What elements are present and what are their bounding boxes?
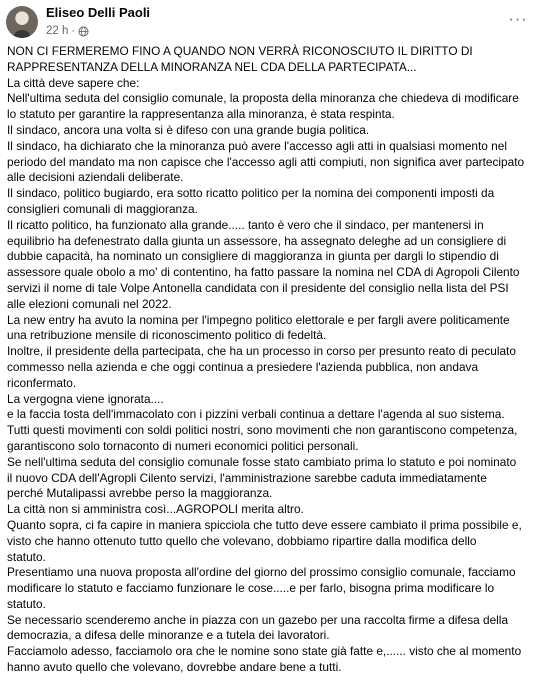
post-text-line: perché Mutalipassi avrebbe perso la maggioranza. bbox=[7, 486, 273, 501]
post-text-line: La città non si amministra così...AGROPOLI merita altro. bbox=[7, 502, 304, 517]
post-text-line: democrazia, a difesa delle minoranze e a tutela dei lavoratori. bbox=[7, 628, 330, 643]
post-text-line: alle elezioni comunali nel 2022. bbox=[7, 296, 172, 311]
post-text-line: commesso nella azienda e che oggi continua a presiedere l'azienda pubblica, non andava bbox=[7, 359, 479, 374]
post-text-line: riconfermato. bbox=[7, 375, 77, 390]
post-text-line: il nuovo CDA dell'Agropli Cilento servizi, l'amministrazione sarebbe caduta immediatamente bbox=[7, 470, 487, 485]
post-text-line: Nell'ultima seduta del consiglio comunale, la proposta della minoranza che chiedeva di modificare bbox=[7, 91, 519, 106]
post-text-line: Quanto sopra, ci fa capire in maniera spicciola che tutto deve essere cambiato il prima possibile e, bbox=[7, 517, 522, 532]
post-text-line: statuto. bbox=[7, 549, 46, 564]
post-text-line: NON CI FERMEREMO FINO A QUANDO NON VERRÀ RICONOSCIUTO IL DIRITTO DI bbox=[7, 44, 473, 58]
post-text-line: RAPPRESENTANZA DELLA MINORANZA NEL CDA DELLA PARTECIPATA... bbox=[7, 59, 417, 74]
post-text-line: La città deve sapere che: bbox=[7, 75, 140, 90]
post-text-line: hanno avuto quello che volevano, dovrebbe andare bene a tutti. bbox=[7, 660, 342, 675]
post-header bbox=[0, 0, 549, 44]
post-text-line: lo statuto per garantire la rappresentanza alla minoranza, è stata respinta. bbox=[7, 107, 395, 122]
post-text-line: statuto. bbox=[7, 596, 46, 611]
post-text-line: consiglieri comunali di maggioranza. bbox=[7, 201, 198, 216]
post-text-line: equilibrio ha defenestrato dalla giunta un assessore, ha assegnato deleghe ad un consigliere di bbox=[7, 233, 507, 248]
avatar[interactable] bbox=[6, 6, 38, 38]
post-text-line: Se nell'ultima seduta del consiglio comunale fosse stato cambiato prima lo statuto e poi nominato bbox=[7, 454, 517, 469]
post-body bbox=[7, 44, 543, 676]
post-text-line: Il ricatto politico, ha funzionato alla grande..... tanto è vero che il sindaco, per mantenersi in bbox=[7, 217, 484, 232]
meta-separator: · bbox=[71, 25, 76, 37]
post-text-line: dubbie capacità, ha nominato un consigliere di maggioranza in giunta per dargli lo stipendio di bbox=[7, 249, 499, 264]
post-text-line: periodo del mandato ma non capisce che l'accesso agli atti compiuti, non significa aver partecipato bbox=[7, 154, 525, 169]
post-text-line: Il sindaco, ha dichiarato che la minoranza può avere l'accesso agli atti in qualsiasi momento nel bbox=[7, 138, 507, 153]
post-text-line: La vergogna viene ignorata.... bbox=[7, 391, 164, 406]
post-text-line: Inoltre, il presidente della partecipata, che ha un processo in corso per presunto reato di peculato bbox=[7, 344, 516, 359]
more-options-icon[interactable]: ··· bbox=[508, 11, 528, 28]
post-text-line: una retribuzione mensile di riconoscimento politico di fedeltà. bbox=[7, 328, 327, 343]
post-text-line: servizi il nome di tale Volpe Antonella candidata con il presidente del consiglio nella lista del PSI bbox=[7, 280, 509, 295]
post-text-line: alle decisioni aziendali deliberate. bbox=[7, 170, 184, 185]
post-timestamp[interactable]: 22 h bbox=[46, 25, 69, 37]
post-text-line: visto che hanno ottenuto tutto quello che volevano, dobbiamo ripartire dalla modifica dello bbox=[7, 533, 477, 548]
author-name[interactable]: Eliseo Delli Paoli bbox=[46, 5, 151, 20]
post-text-line: Presentiamo una nuova proposta all'ordine del giorno del prossimo consiglio comunale, facciamo bbox=[7, 565, 516, 580]
post-text-line: garantiscono solo tornaconto di numeri economici politici personali. bbox=[7, 438, 359, 453]
post-text-line: Tutti questi movimenti con soldi politici nostri, sono movimenti che non garantiscono competenza, bbox=[7, 423, 518, 438]
post-text-line: La new entry ha avuto la nomina per l'impegno politico elettorale e per fargli avere politicamente bbox=[7, 312, 510, 327]
post-text-line: assessore quale obolo a mo' di contentino, ha fatto passare la nomina nel CDA di Agropoli Cilento bbox=[7, 265, 520, 280]
post-text-line: Facciamolo adesso, facciamolo ora che le nomine sono state già fatte e,...... visto che al momento bbox=[7, 644, 522, 659]
post-text-line: Il sindaco, ancora una volta si è difeso con una grande bugia politica. bbox=[7, 122, 370, 137]
post-text-line: e la faccia tosta dell'immacolato con i pizzini verbali continua a dettare l'agenda al suo sistema. bbox=[7, 407, 505, 422]
post-text-line: Il sindaco, politico bugiardo, era sotto ricatto politico per la nomina dei componenti imposti da bbox=[7, 186, 495, 201]
globe-icon[interactable] bbox=[78, 26, 89, 37]
post-text-line: modificare lo statuto e facciamo funzionare le cose.....e per farlo, bisogna prima modificare lo bbox=[7, 581, 495, 596]
post-text-line: Se necessario scenderemo anche in piazza con un gazebo per una raccolta firme a difesa della bbox=[7, 612, 509, 627]
post-meta bbox=[46, 24, 89, 38]
